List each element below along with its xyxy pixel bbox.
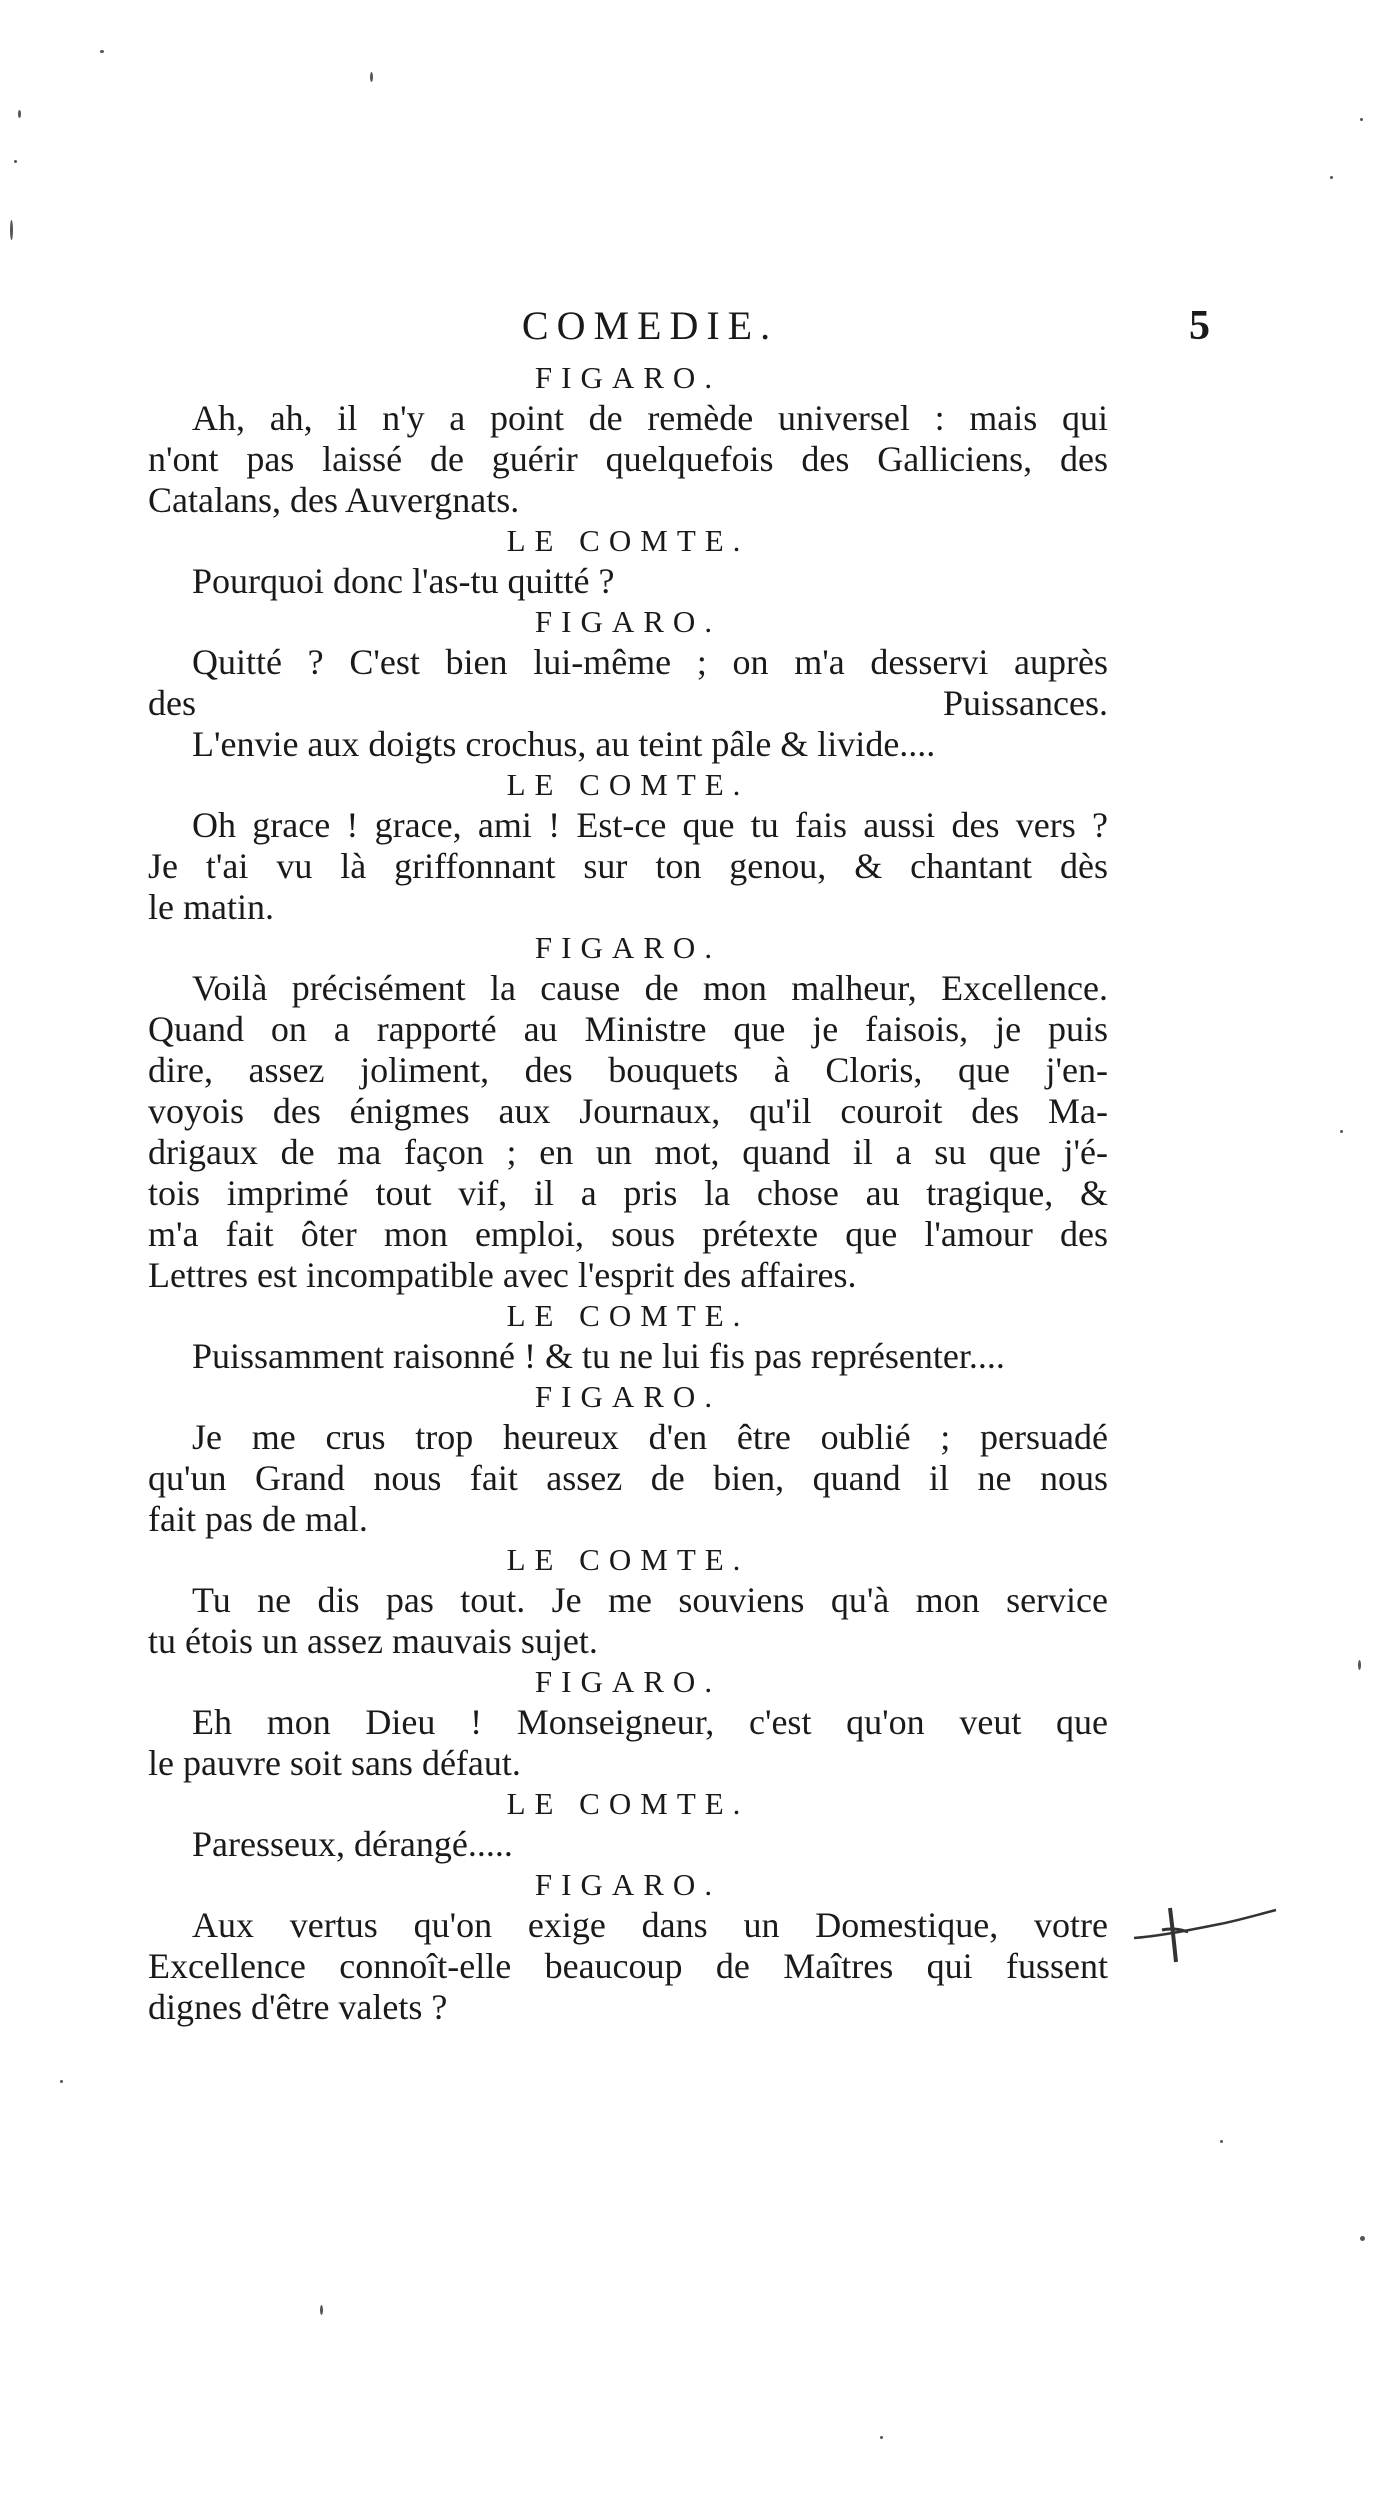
speaker-name: FIGARO.	[534, 930, 722, 965]
speech-line: Pourquoi donc l'as-tu quitté ?	[192, 561, 615, 601]
speech-line: Aux vertus qu'on exige dans un Domestique, votre	[192, 1905, 1108, 1945]
speaker-name: FIGARO.	[534, 604, 722, 639]
speech-line: Catalans, des Auvergnats.	[148, 480, 520, 520]
page-header	[150, 296, 1210, 356]
speaker-name: FIGARO.	[534, 1664, 722, 1699]
speech-line: le pauvre soit sans défaut.	[148, 1743, 521, 1783]
speech-line: drigaux de ma façon ; en un mot, quand il a su que j'é-	[148, 1132, 1108, 1172]
speech-line: le matin.	[148, 887, 274, 927]
speech-line: voyois des énigmes aux Journaux, qu'il couroit des Ma-	[148, 1091, 1108, 1131]
play-text	[148, 358, 1108, 2028]
handwritten-cross-mark	[1130, 1900, 1280, 1970]
speech-line: tu étois un assez mauvais sujet.	[148, 1621, 598, 1661]
speech-line: Oh grace ! grace, ami ! Est-ce que tu fais aussi des vers ?	[192, 805, 1108, 845]
speech-line: tois imprimé tout vif, il a pris la chose au tragique, &	[148, 1173, 1108, 1213]
speech-line: Tu ne dis pas tout. Je me souviens qu'à mon service	[192, 1580, 1108, 1620]
page-number: 5	[1189, 303, 1210, 349]
running-title: COMEDIE.	[521, 303, 779, 348]
speech-line: Quand on a rapporté au Ministre que je faisois, je puis	[148, 1009, 1108, 1049]
speech-line: Eh mon Dieu ! Monseigneur, c'est qu'on veut que	[192, 1702, 1108, 1742]
speech-line: fait pas de mal.	[148, 1499, 368, 1539]
speech-line: m'a fait ôter mon emploi, sous prétexte que l'amour des	[148, 1214, 1108, 1254]
speech-line: Paresseux, dérangé.....	[192, 1824, 513, 1864]
speech-line: Je t'ai vu là griffonnant sur ton genou, & chantant dès	[148, 846, 1108, 886]
speech-line: Lettres est incompatible avec l'esprit des affaires.	[148, 1255, 857, 1295]
speaker-name: LE COMTE.	[506, 1542, 750, 1577]
speech-line: Quitté ? C'est bien lui-même ; on m'a desservi auprès	[192, 642, 1108, 682]
speech-line: n'ont pas laissé de guérir quelquefois des Galliciens, des	[148, 439, 1108, 479]
speech-line: Excellence connoît-elle beaucoup de Maîtres qui fussent	[148, 1946, 1108, 1986]
speech-line: qu'un Grand nous fait assez de bien, quand il ne nous	[148, 1458, 1108, 1498]
speech-line: dignes d'être valets ?	[148, 1987, 448, 2027]
speaker-name: LE COMTE.	[506, 767, 750, 802]
speaker-name: FIGARO.	[534, 360, 722, 395]
speech-line: Je me crus trop heureux d'en être oublié ; persuadé	[192, 1417, 1108, 1457]
speech-line: Puissamment raisonné ! & tu ne lui fis pas représenter....	[192, 1336, 1005, 1376]
speaker-name: FIGARO.	[534, 1379, 722, 1414]
speech-line: des Puissances.	[148, 683, 1108, 723]
speaker-name: LE COMTE.	[506, 1786, 750, 1821]
speech-line: Voilà précisément la cause de mon malheur, Excellence.	[192, 968, 1108, 1008]
speech-line: Ah, ah, il n'y a point de remède universel : mais qui	[192, 398, 1108, 438]
speaker-name: FIGARO.	[534, 1867, 722, 1902]
speaker-name: LE COMTE.	[506, 523, 750, 558]
speaker-name: LE COMTE.	[506, 1298, 750, 1333]
speech-line: L'envie aux doigts crochus, au teint pâle & livide....	[192, 724, 936, 764]
speech-line: dire, assez joliment, des bouquets à Cloris, que j'en-	[148, 1050, 1108, 1090]
